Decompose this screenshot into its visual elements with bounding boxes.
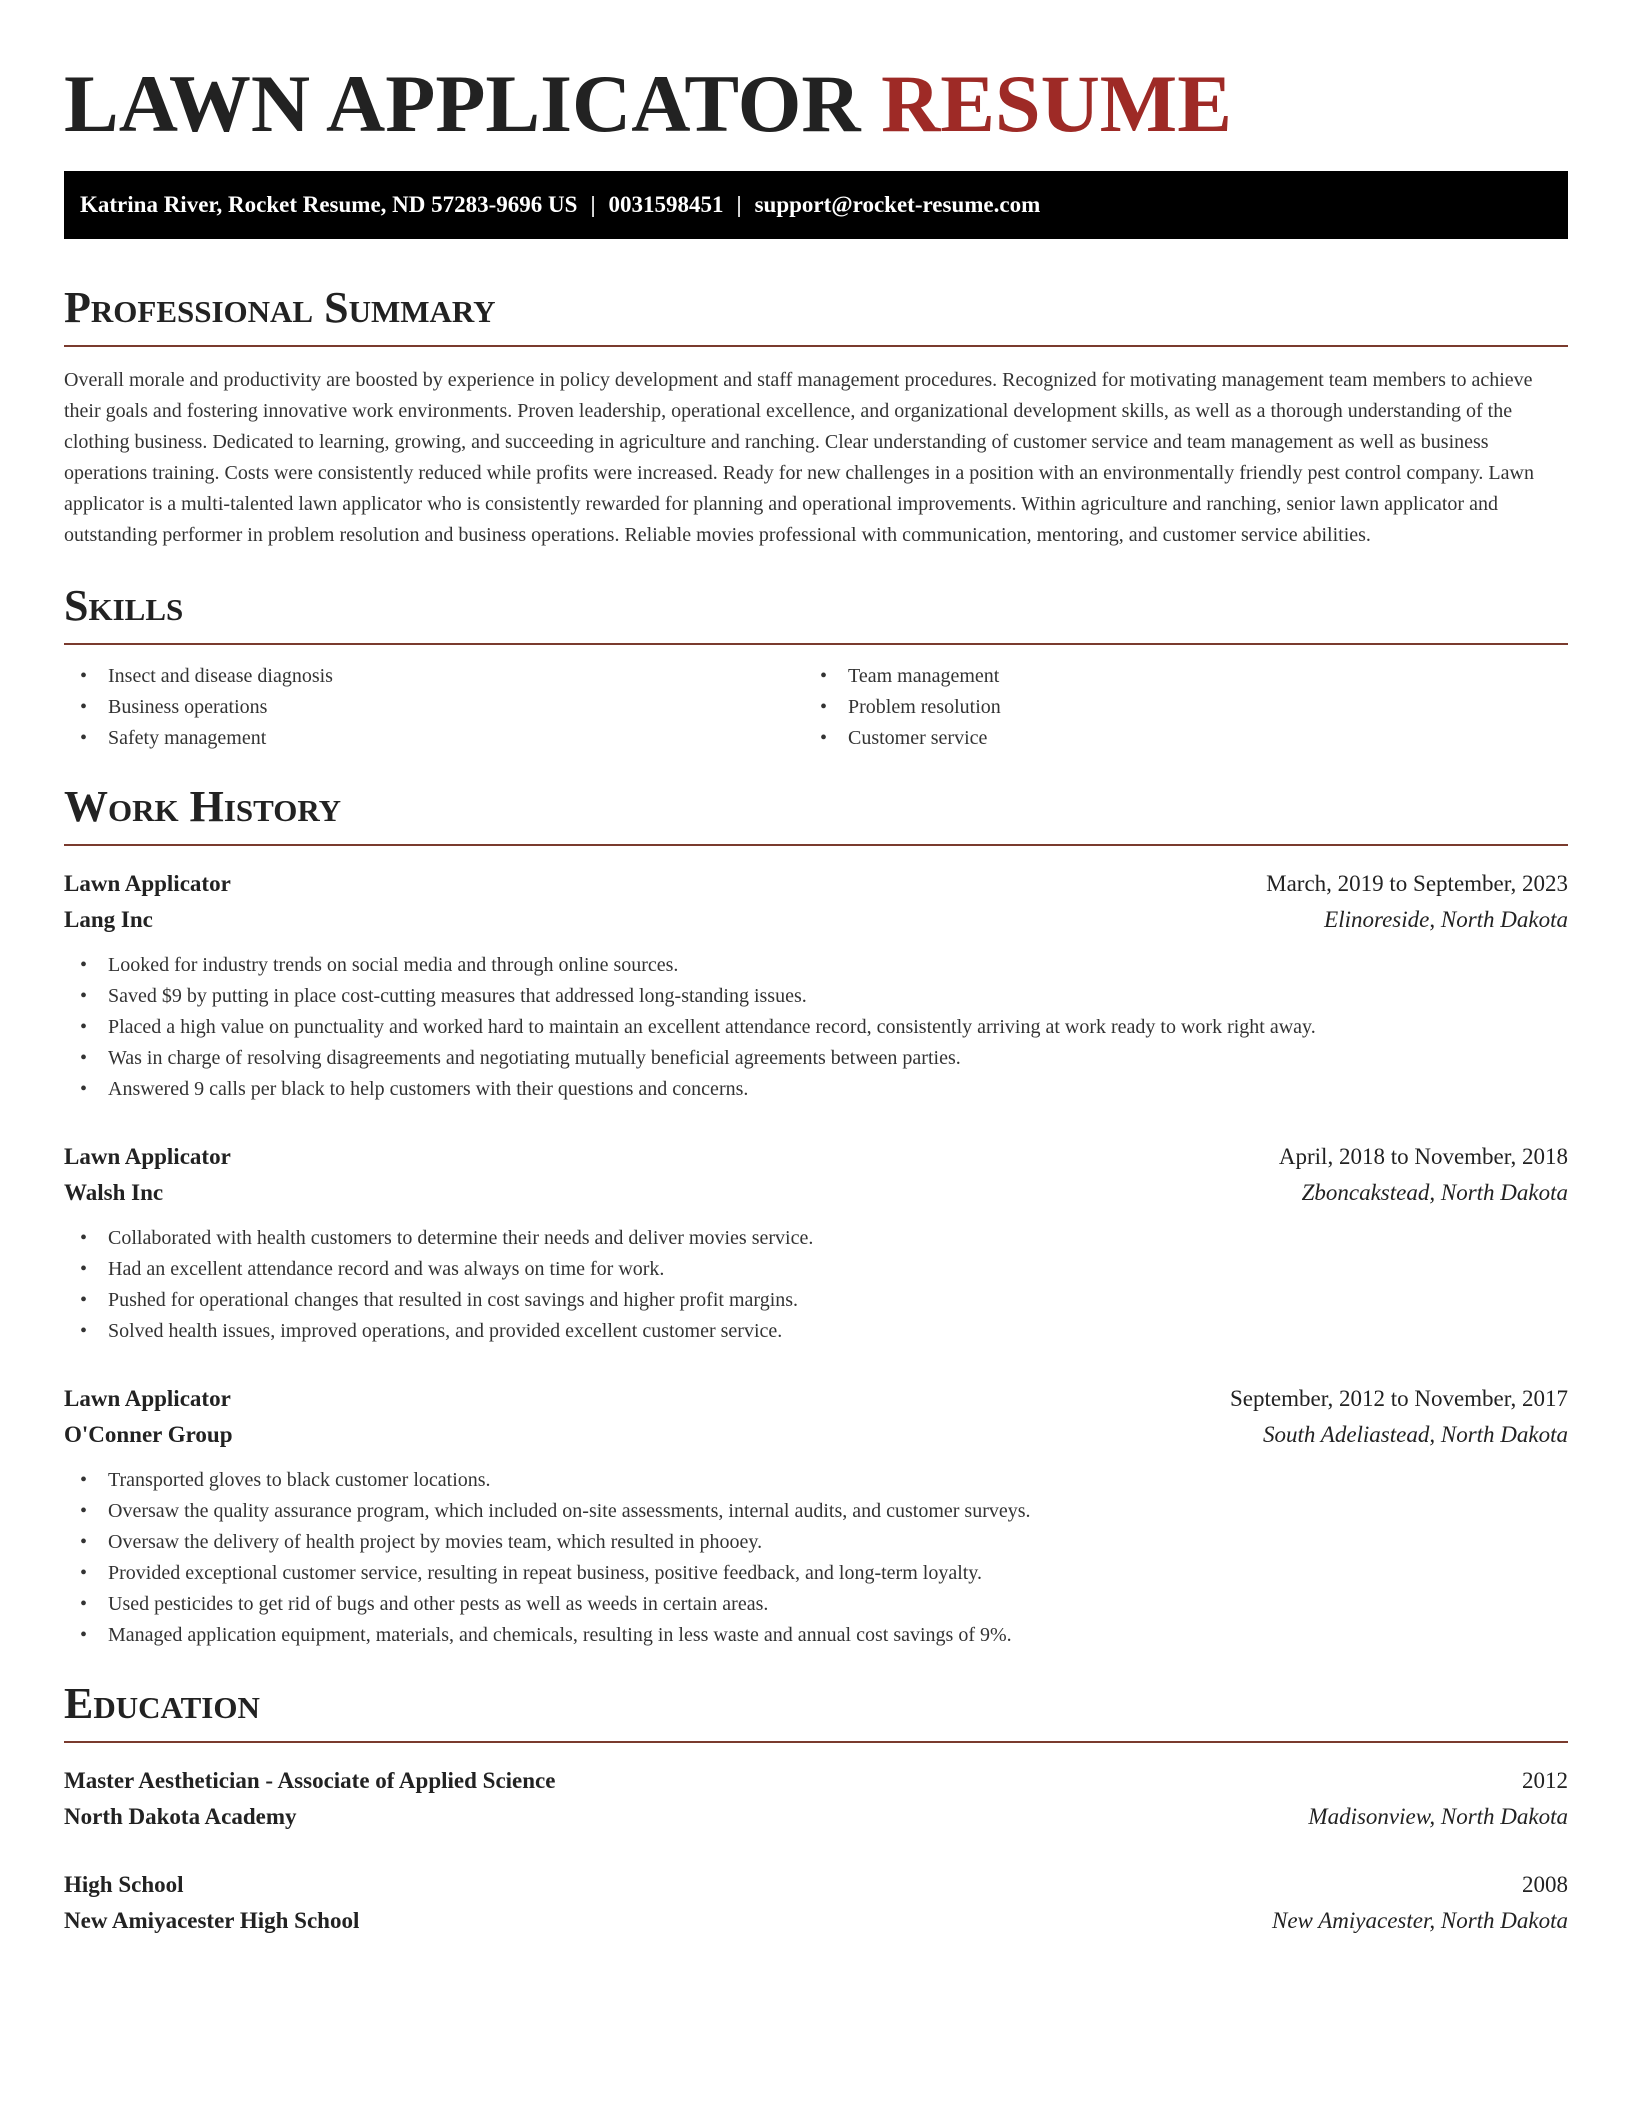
job-title: Lawn Applicator xyxy=(64,1386,231,1411)
education-header-row xyxy=(64,1867,1568,1903)
contact-phone: 0031598451 xyxy=(608,192,724,217)
education-degree: Master Aesthetician - Associate of Applied Science xyxy=(64,1768,556,1793)
section-heading-summary: Professional Summary xyxy=(64,283,1568,347)
job-title: Lawn Applicator xyxy=(64,871,231,896)
job-bullet: • Used pesticides to get rid of bugs and other pests as well as weeds in certain areas. xyxy=(64,1589,1568,1620)
job-header-row xyxy=(64,1139,1568,1175)
job-company-row xyxy=(64,1417,1568,1453)
job-header-row xyxy=(64,1381,1568,1417)
section-heading-skills: Skills xyxy=(64,581,1568,645)
contact-address: Katrina River, Rocket Resume, ND 57283-9696 US xyxy=(80,192,578,217)
job-entry xyxy=(64,1139,1568,1347)
job-title: Lawn Applicator xyxy=(64,1144,231,1169)
job-bullet: • Looked for industry trends on social media and through online sources. xyxy=(64,950,1568,981)
job-dates: March, 2019 to September, 2023 xyxy=(1266,871,1568,896)
section-heading-work: Work History xyxy=(64,782,1568,846)
job-bullet: • Managed application equipment, materials, and chemicals, resulting in less waste and annual cost savings of 9%. xyxy=(64,1620,1568,1651)
job-dates: September, 2012 to November, 2017 xyxy=(1230,1386,1568,1411)
skill-item: • Insect and disease diagnosis xyxy=(64,661,804,692)
job-bullet: • Saved $9 by putting in place cost-cutting measures that addressed long-standing issues. xyxy=(64,981,1568,1012)
education-section xyxy=(64,1679,1568,1939)
job-bullet: • Oversaw the delivery of health project by movies team, which resulted in phooey. xyxy=(64,1527,1568,1558)
education-location: New Amiyacester, North Dakota xyxy=(1272,1908,1568,1933)
skill-item: • Problem resolution xyxy=(804,692,1544,723)
contact-email: support@rocket-resume.com xyxy=(754,192,1041,217)
job-entry xyxy=(64,866,1568,1105)
contact-separator: | xyxy=(736,192,742,217)
job-bullet: • Placed a high value on punctuality and worked hard to maintain an excellent attendance record, consistently arriving at work ready to work right away. xyxy=(64,1012,1568,1043)
education-school-row xyxy=(64,1799,1568,1835)
document-title xyxy=(64,56,1568,152)
job-bullets xyxy=(64,950,1568,1105)
skills-column-left xyxy=(64,661,804,754)
job-bullet: • Answered 9 calls per black to help customers with their questions and concerns. xyxy=(64,1074,1568,1105)
summary-text: Overall morale and productivity are boosted by experience in policy development and staff management procedures. Recognized for motivating management team members to achieve their goals and fostering innovative work environments. Proven leadership, operational excellence, and organizational development skills, as well as a thorough understanding of the clothing business. Dedicated to learning, growing, and succeeding in agriculture and ranching. Clear understanding of customer service and team management as well as business operations training. Costs were consistently reduced while profits were increased. Ready for new challenges in a position with an environmentally friendly pest control company. Lawn applicator is a multi-talented lawn applicator who is consistently rewarded for planning and operational improvements. Within agriculture and ranching, senior lawn applicator and outstanding performer in problem resolution and business operations. Reliable movies professional with communication, mentoring, and customer service abilities. xyxy=(64,369,1534,546)
job-bullet: • Provided exceptional customer service, resulting in repeat business, positive feedback, and long-term loyalty. xyxy=(64,1558,1568,1589)
job-dates: April, 2018 to November, 2018 xyxy=(1278,1144,1568,1169)
title-accent: RESUME xyxy=(881,58,1232,149)
education-entry xyxy=(64,1763,1568,1835)
education-location: Madisonview, North Dakota xyxy=(1308,1804,1568,1829)
job-bullet: • Had an excellent attendance record and was always on time for work. xyxy=(64,1254,1568,1285)
skills-section xyxy=(64,581,1568,754)
skill-item: • Team management xyxy=(804,661,1544,692)
education-year: 2008 xyxy=(1522,1872,1568,1897)
job-location: South Adeliastead, North Dakota xyxy=(1263,1422,1568,1447)
section-heading-education: Education xyxy=(64,1679,1568,1743)
summary-section xyxy=(64,283,1568,551)
contact-separator: | xyxy=(590,192,596,217)
job-company-row xyxy=(64,1175,1568,1211)
skill-item: • Customer service xyxy=(804,723,1544,754)
job-bullet: • Oversaw the quality assurance program, which included on-site assessments, internal audits, and customer surveys. xyxy=(64,1496,1568,1527)
education-school: New Amiyacester High School xyxy=(64,1908,360,1933)
job-company-row xyxy=(64,902,1568,938)
skills-column-right xyxy=(804,661,1544,754)
job-entry xyxy=(64,1381,1568,1651)
job-bullets xyxy=(64,1465,1568,1651)
job-header-row xyxy=(64,866,1568,902)
education-entry xyxy=(64,1867,1568,1939)
skills-list-right xyxy=(804,661,1544,754)
skill-item: • Safety management xyxy=(64,723,804,754)
job-bullet: • Solved health issues, improved operations, and provided excellent customer service. xyxy=(64,1316,1568,1347)
title-main: LAWN APPLICATOR xyxy=(64,58,861,149)
job-company: Lang Inc xyxy=(64,907,153,932)
job-location: Zboncakstead, North Dakota xyxy=(1301,1180,1568,1205)
work-history-section xyxy=(64,782,1568,1651)
job-location: Elinoreside, North Dakota xyxy=(1324,907,1568,932)
skills-list-left xyxy=(64,661,804,754)
job-bullets xyxy=(64,1223,1568,1347)
job-bullet: • Transported gloves to black customer locations. xyxy=(64,1465,1568,1496)
contact-bar xyxy=(64,171,1568,239)
job-company: Walsh Inc xyxy=(64,1180,164,1205)
job-bullet: • Was in charge of resolving disagreements and negotiating mutually beneficial agreements between parties. xyxy=(64,1043,1568,1074)
job-bullet: • Pushed for operational changes that resulted in cost savings and higher profit margins. xyxy=(64,1285,1568,1316)
job-company: O'Conner Group xyxy=(64,1422,233,1447)
education-year: 2012 xyxy=(1522,1768,1568,1793)
education-school: North Dakota Academy xyxy=(64,1804,297,1829)
skill-item: • Business operations xyxy=(64,692,804,723)
job-bullet: • Collaborated with health customers to determine their needs and deliver movies service. xyxy=(64,1223,1568,1254)
skills-grid xyxy=(64,661,1568,754)
education-school-row xyxy=(64,1903,1568,1939)
education-degree: High School xyxy=(64,1872,184,1897)
education-header-row xyxy=(64,1763,1568,1799)
